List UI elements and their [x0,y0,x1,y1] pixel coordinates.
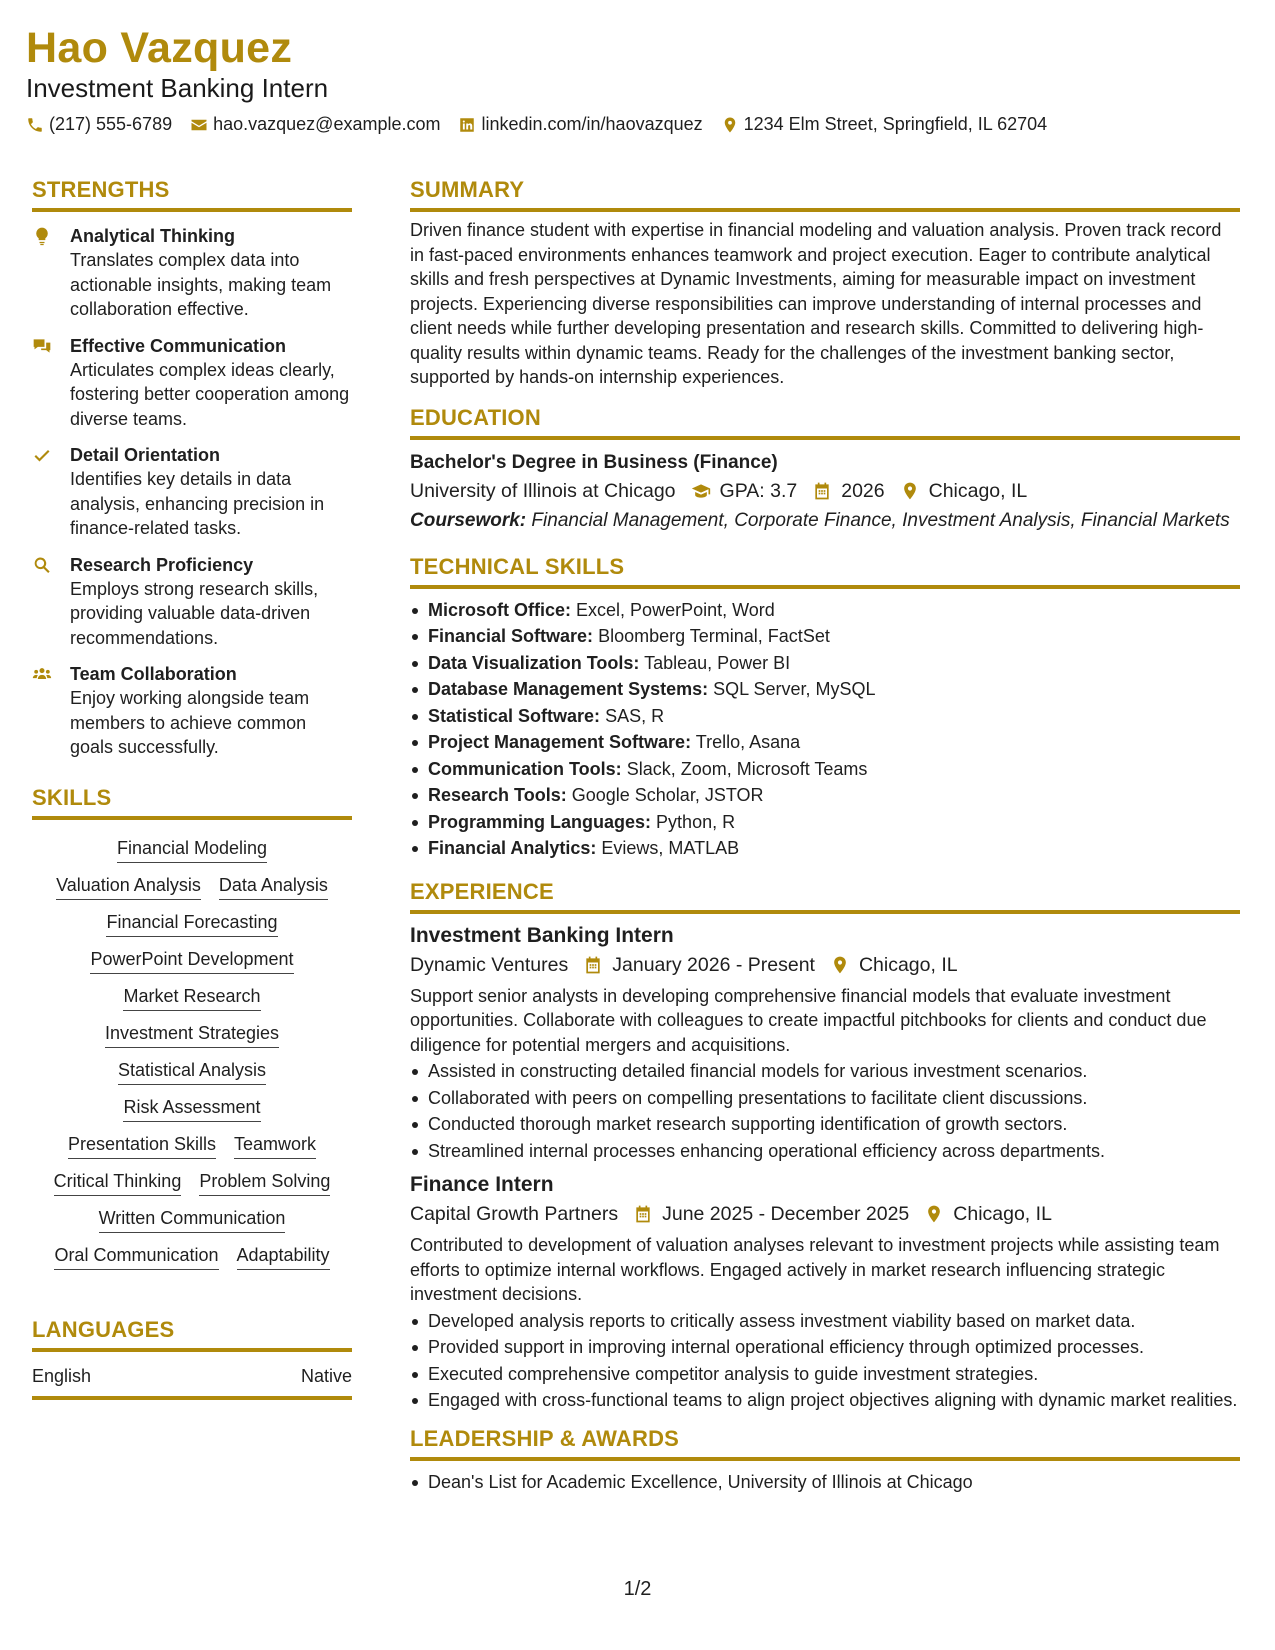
skill-values: Excel, PowerPoint, Word [576,599,775,620]
job-title: Finance Intern [410,1173,554,1196]
section-divider [32,208,352,212]
skill-values: Slack, Zoom, Microsoft Teams [626,758,868,779]
job-bullets [410,1059,1240,1163]
list-item: Conducted thorough market research supporting identification of growth sectors. [410,1112,1240,1137]
skill-tag: Financial Modeling [117,836,267,863]
skill-tag: Valuation Analysis [56,873,201,900]
technical-skills-section [410,553,1240,862]
language-level: Native [300,1365,352,1386]
list-item [410,676,1240,703]
languages-section [32,1316,352,1400]
strengths-section [32,176,352,760]
skill-tag: Data Analysis [219,873,328,900]
skill-values: Trello, Asana [695,732,801,752]
job-title: Investment Banking Intern [410,923,674,947]
strength-item [32,224,352,322]
skill-tag: Presentation Skills [68,1132,216,1159]
strength-title: Effective Communication [70,335,287,356]
skill-tag: Oral Communication [54,1243,218,1270]
job-entry [410,922,1240,1164]
contact-phone [26,114,172,135]
skill-category: Programming Languages: [428,811,652,832]
calendar-icon [632,1204,654,1224]
skill-values: SQL Server, MySQL [713,679,876,699]
strength-title: Analytical Thinking [70,226,236,246]
right-column [410,176,1240,1495]
search-icon [32,555,52,575]
job-location: Chicago, IL [953,1203,1052,1225]
job-dates: June 2025 - December 2025 [662,1203,910,1225]
skill-tag: Risk Assessment [123,1095,260,1122]
skill-tag: Problem Solving [199,1169,330,1196]
strength-item [32,443,352,541]
list-item: Provided support in improving internal operational efficiency through optimized processes. [410,1335,1240,1360]
company-name: Dynamic Ventures [410,953,569,976]
strength-desc: Identifies key details in data analysis, enhancing precision in finance-related tasks. [70,469,325,538]
strength-desc: Employs strong research skills, providing valuable data-driven recommendations. [70,578,319,648]
school-name: University of Illinois at Chicago [410,479,676,502]
skill-values: SAS, R [605,705,665,726]
job-meta [410,1199,1240,1229]
map-pin-icon [829,955,851,975]
skill-tag: Statistical Analysis [118,1058,266,1085]
skill-tag: Financial Forecasting [106,910,277,937]
list-item: Streamlined internal processes enhancing operational efficiency across departments. [410,1139,1240,1164]
skill-category: Data Visualization Tools: [428,652,640,673]
summary-text: Driven finance student with expertise in financial modeling and valuation analysis. Proven track record in fast-paced environments enhances teamwork and project execution. Eager to contribute analytical skills and fresh perspectives at Dynamic Investments, aiming for measurable impact on investment projects. Experiencing diverse responsibilities can improve understanding of internal processes and client needs while further developing presentation and research skills. Committed to delivering high-quality results within dynamic teams. Ready for the challenges of the investment banking sector, supported by hands-on internship experiences. [410,220,1222,387]
strength-desc: Translates complex data into actionable insights, making team collaboration effective. [70,250,332,319]
list-item: Collaborated with peers on compelling presentations to facilitate client discussions. [410,1086,1240,1111]
skill-tag: PowerPoint Development [90,947,293,974]
skill-tag: Investment Strategies [105,1021,279,1048]
education-section [410,404,1240,533]
comments-icon [32,336,52,356]
leadership-section [410,1425,1240,1496]
skill-values: Eviews, MATLAB [601,838,740,858]
skill-category: Financial Analytics: [428,838,597,858]
coursework-list: Financial Management, Corporate Finance, Investment Analysis, Financial Markets [531,509,1230,531]
skills-tag-list [32,820,352,1270]
section-divider [410,910,1240,914]
section-divider [410,208,1240,212]
job-description: Contributed to development of valuation analyses relevant to investment projects while assisting team efforts to optimize internal workflows. Engaged actively in market research influencing strategic investment decisions. [410,1235,1220,1304]
left-column [32,176,352,1400]
section-divider [410,436,1240,440]
strength-item [32,334,352,432]
list-item: Assisted in constructing detailed financial models for various investment scenarios. [410,1059,1240,1084]
section-divider [410,585,1240,589]
coursework [410,508,1240,533]
experience-heading: EXPERIENCE [410,878,554,904]
language-level-bar [32,1396,352,1400]
job-location: Chicago, IL [858,953,958,976]
graduation-cap-icon [690,481,712,501]
list-item: Dean's List for Academic Excellence, University of Illinois at Chicago [410,1469,1240,1496]
leadership-heading: LEADERSHIP & AWARDS [410,1425,680,1451]
list-item: Engaged with cross-functional teams to align project objectives aligning with dynamic market realities. [410,1388,1240,1413]
section-divider [410,1457,1240,1461]
skill-tag: Adaptability [237,1243,330,1270]
skill-values: Tableau, Power BI [644,652,791,673]
contact-address [721,114,1048,135]
address-text: 1234 Elm Street, Springfield, IL 62704 [743,114,1048,134]
school-location: Chicago, IL [928,479,1028,502]
candidate-name: Hao Vazquez [26,24,293,72]
education-heading: EDUCATION [410,404,541,430]
list-item: Developed analysis reports to critically assess investment viability based on market data. [410,1309,1240,1334]
skill-category: Communication Tools: [428,758,622,779]
awards-list [410,1469,1240,1496]
skill-tag: Market Research [123,984,260,1011]
skill-values: Google Scholar, JSTOR [571,785,764,805]
lightbulb-icon [32,226,52,246]
list-item [410,756,1240,783]
linkedin-icon [458,116,476,134]
strength-item [32,553,352,651]
language-name: English [32,1365,92,1386]
contact-email[interactable] [190,114,440,135]
skill-category: Research Tools: [428,785,567,805]
page-number: 1/2 [623,1578,652,1600]
list-item [410,623,1240,650]
list-item [410,835,1240,862]
check-icon [32,445,52,465]
technical-skills-heading: TECHNICAL SKILLS [410,553,625,579]
technical-skills-list [410,597,1240,862]
list-item [410,597,1240,624]
section-divider [32,1348,352,1352]
list-item [410,782,1240,809]
skill-category: Microsoft Office: [428,599,572,620]
list-item [410,729,1240,756]
skill-values: Bloomberg Terminal, FactSet [598,626,830,646]
job-meta [410,950,1240,980]
job-bullets [410,1309,1240,1413]
list-item: Executed comprehensive competitor analysis to guide investment strategies. [410,1362,1240,1387]
job-description: Support senior analysts in developing comprehensive financial models that evaluate investment opportunities. Collaborate with colleagues to create impactful pitchbooks for clients and conduct due diligence for potential mergers and acquisitions. [410,985,1207,1055]
strength-title: Detail Orientation [70,445,221,465]
skill-values: Python, R [656,811,736,832]
map-pin-icon [721,116,739,134]
strength-title: Research Proficiency [70,554,254,575]
envelope-icon [190,116,208,134]
calendar-icon [811,481,833,501]
skill-tag: Critical Thinking [54,1169,182,1196]
language-row [32,1364,352,1388]
degree-title: Bachelor's Degree in Business (Finance) [410,451,778,473]
company-name: Capital Growth Partners [410,1203,619,1225]
users-icon [32,664,52,684]
skill-tag: Teamwork [234,1132,316,1159]
skill-category: Financial Software: [428,626,594,646]
strength-item [32,662,352,760]
graduation-year: 2026 [841,479,885,502]
languages-heading: LANGUAGES [32,1316,175,1342]
list-item [410,703,1240,730]
list-item [410,809,1240,836]
job-entry [410,1171,1240,1413]
list-item [410,650,1240,677]
summary-section [410,176,1240,390]
strength-desc: Articulates complex ideas clearly, fostering better cooperation among diverse teams. [70,359,350,429]
skill-category: Project Management Software: [428,732,692,752]
gpa-text: GPA: 3.7 [719,479,798,502]
strengths-heading: STRENGTHS [32,177,170,202]
contact-bar [26,114,1246,135]
skills-heading: SKILLS [32,784,112,810]
map-pin-icon [899,481,921,501]
email-link[interactable]: hao.vazquez@example.com [213,114,441,134]
skill-category: Statistical Software: [428,705,601,726]
resume-header [26,22,1246,135]
skill-category: Database Management Systems: [428,679,709,699]
phone-text: (217) 555-6789 [49,114,173,134]
job-dates: January 2026 - Present [612,953,815,976]
map-pin-icon [923,1204,945,1224]
skill-tag: Written Communication [99,1206,286,1233]
strength-title: Team Collaboration [70,664,237,684]
calendar-icon [582,955,604,975]
experience-section [410,878,1240,1413]
contact-linkedin[interactable] [458,114,702,135]
strength-desc: Enjoy working alongside team members to achieve common goals successfully. [70,688,310,757]
coursework-label: Coursework: [410,509,527,531]
summary-heading: SUMMARY [410,177,525,202]
education-meta [410,476,1240,506]
skills-section [32,784,352,1270]
phone-icon [26,116,44,134]
linkedin-link[interactable]: linkedin.com/in/haovazquez [481,114,703,134]
candidate-title: Investment Banking Intern [26,73,329,103]
